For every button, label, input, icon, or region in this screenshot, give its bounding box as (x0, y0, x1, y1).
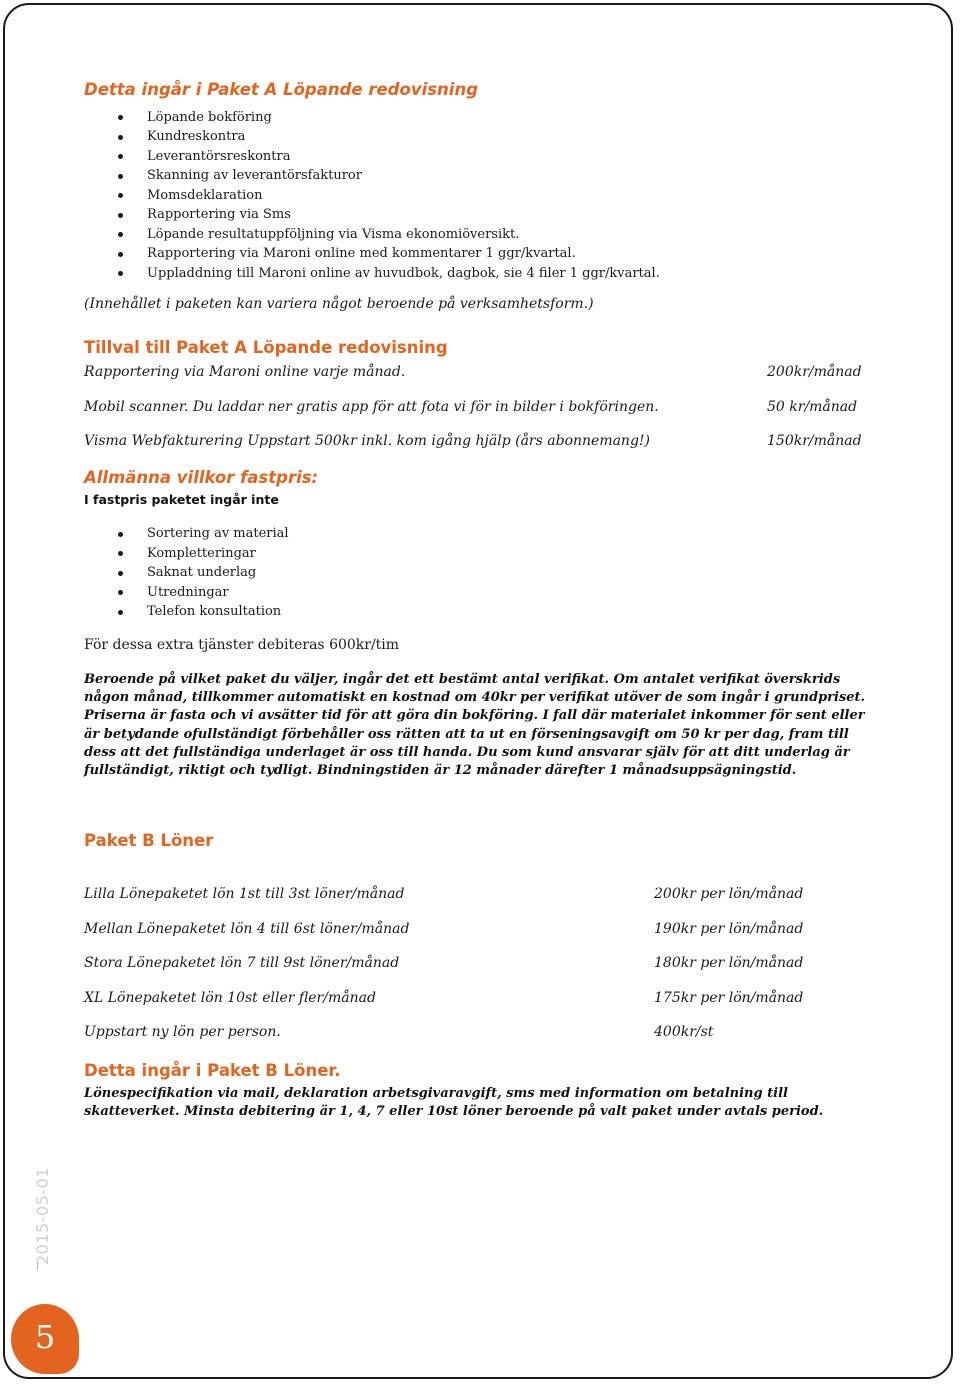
table-row (84, 884, 884, 919)
list-item: Kompletteringar (147, 544, 884, 564)
addon-price: 150kr/månad (767, 433, 862, 450)
section-a-note: (Innehållet i paketen kan variera något beroende på verksamhetsform.) (84, 296, 594, 313)
terms-paragraph: Beroende på vilket paket du väljer, ingår det ett bestämt antal verifikat. Om antalet verifikat överskrids någon månad, tillkommer automatiskt en kostnad om 40kr per verifikat utöver de som ingår i grundpriset. Priserna är fasta och vi avsätter tid för att göra din bokföring. I fall där materialet inkommer för sent eller är betydande ofullständigt förbehåller oss rätten att ta ut en förseningsavgift om 50 kr per dag, fram till dess att det fullständiga underlaget är oss till handa. Du som kund ansvarar själv för att ditt underlag är fullständigt, riktigt och tydligt. Bindningstiden är 12 månader därefter 1 månadsuppsägningstid. (84, 671, 866, 779)
addon-label: Rapportering via Maroni online varje månad. (84, 364, 406, 381)
section-a-heading: Detta ingår i Paket A Löpande redovisning (84, 80, 479, 99)
table-row (84, 362, 884, 397)
addons-heading: Tillval till Paket A Löpande redovisning (84, 338, 448, 358)
terms-subheading: I fastpris paketet ingår inte (84, 492, 279, 508)
salary-package-label: XL Lönepaketet lön 10st eller fler/månad (84, 989, 376, 1006)
table-row (84, 953, 884, 988)
addon-label: Mobil scanner. Du laddar ner gratis app för att fota vi för in bilder i bokföringen. (84, 398, 659, 415)
salary-package-label: Stora Lönepaketet lön 7 till 9st löner/månad (84, 955, 400, 972)
list-item: Saknat underlag (147, 563, 884, 583)
terms-heading: Allmänna villkor fastpris: (84, 467, 319, 487)
table-row (84, 397, 884, 432)
salary-package-label: Uppstart ny lön per person. (84, 1024, 281, 1041)
list-item: Telefon konsultation (147, 602, 884, 622)
section-b-heading: Paket B Löner (84, 830, 214, 850)
list-item: Sortering av material (147, 524, 884, 544)
addon-price: 50 kr/månad (767, 398, 858, 415)
list-item: Uppladdning till Maroni online av huvudbok, dagbok, sie 4 filer 1 ggr/kvartal. (147, 264, 884, 284)
salary-package-label: Lilla Lönepaketet lön 1st till 3st löner/månad (84, 886, 405, 903)
page-number: 5 (34, 1318, 56, 1356)
terms-list (84, 524, 884, 622)
section-b-includes-heading: Detta ingår i Paket B Löner. (84, 1060, 341, 1080)
list-item: Kundreskontra (147, 127, 884, 147)
salary-package-label: Mellan Lönepaketet lön 4 till 6st löner/månad (84, 920, 410, 937)
list-item: Löpande bokföring (147, 108, 884, 128)
salary-package-price: 180kr per lön/månad (654, 955, 804, 972)
section-b-includes-text: Lönespecifikation via mail, deklaration arbetsgivaravgift, sms med information om betalning till skatteverket. Minsta debitering är 1, 4, 7 eller 10st löner beroende på valt paket under avtals period. (84, 1085, 824, 1120)
list-item: Utredningar (147, 583, 884, 603)
addon-price: 200kr/månad (767, 364, 862, 381)
date-label: 2015-05-01 (33, 1167, 52, 1265)
list-item: Rapportering via Sms (147, 205, 884, 225)
salary-package-price: 400kr/st (654, 1024, 714, 1041)
table-row (84, 1022, 884, 1057)
list-item: Momsdeklaration (147, 186, 884, 206)
list-item: Skanning av leverantörsfakturor (147, 166, 884, 186)
salary-package-price: 200kr per lön/månad (654, 886, 804, 903)
salary-package-price: 190kr per lön/månad (654, 920, 804, 937)
table-row (84, 988, 884, 1023)
page-content (84, 78, 884, 1121)
list-item: Löpande resultatuppföljning via Visma ekonomiöversikt. (147, 225, 884, 245)
addons-table (84, 362, 884, 466)
extra-fee-text: För dessa extra tjänster debiteras 600kr/tim (84, 636, 400, 653)
salary-package-price: 175kr per lön/månad (654, 989, 804, 1006)
section-a-list (84, 108, 884, 284)
table-row (84, 431, 884, 466)
side-divider (37, 1262, 40, 1270)
side-date (27, 1167, 57, 1271)
page-number-badge (11, 1304, 79, 1374)
section-b-table (84, 884, 884, 1057)
addon-label: Visma Webfakturering Uppstart 500kr inkl. kom igång hjälp (års abonnemang!) (84, 433, 651, 450)
list-item: Rapportering via Maroni online med kommentarer 1 ggr/kvartal. (147, 244, 884, 264)
table-row (84, 919, 884, 954)
list-item: Leverantörsreskontra (147, 147, 884, 167)
